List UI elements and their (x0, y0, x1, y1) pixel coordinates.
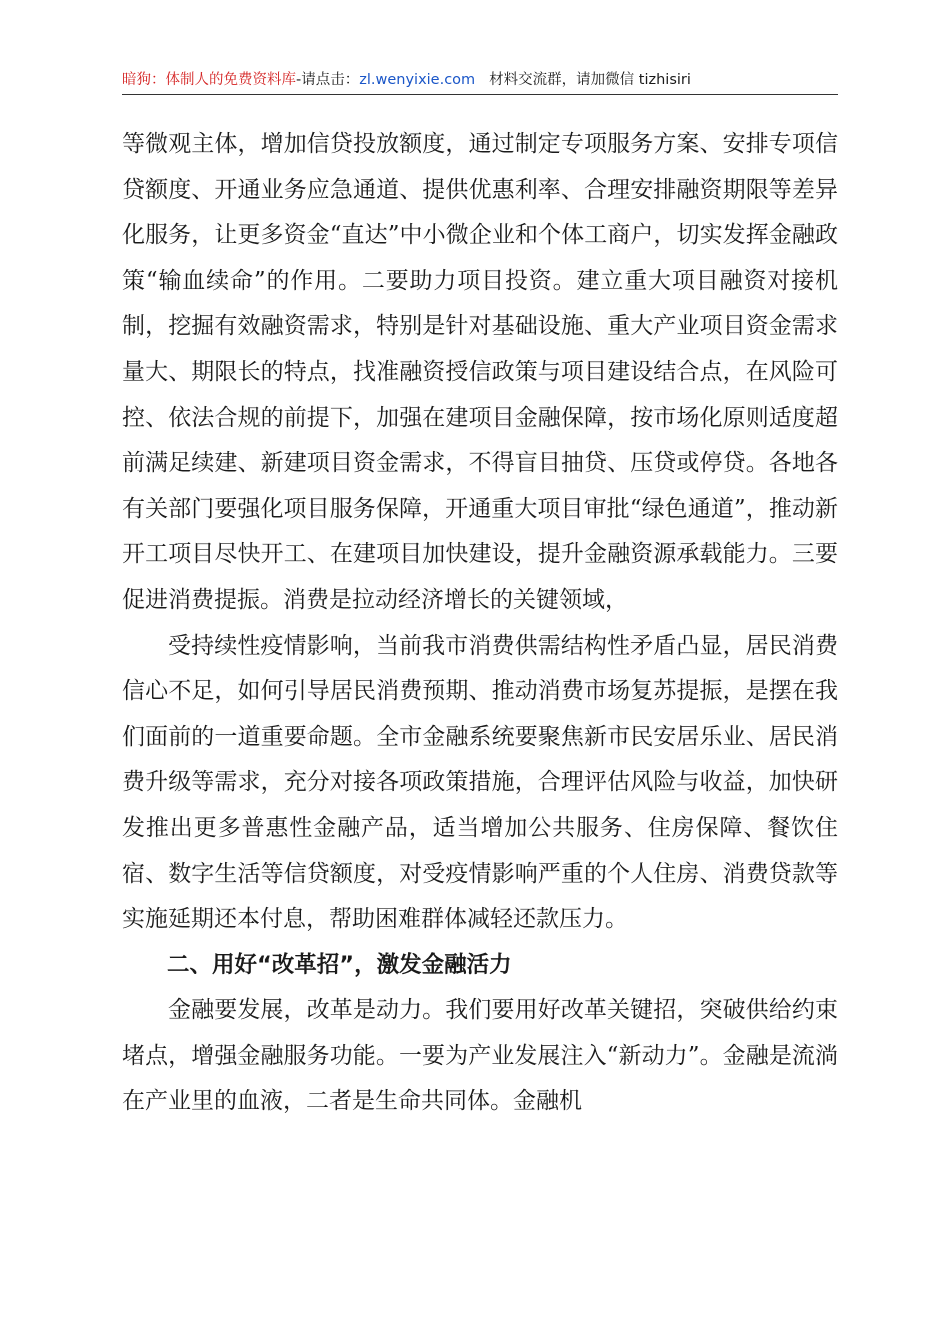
document-body (122, 122, 838, 1125)
paragraph-reform: 金融要发展，改革是动力。我们要用好改革关键招，突破供给约束堵点，增强金融服务功能。一要为产业发展注入“新动力”。金融是流淌在产业里的血液，二者是生命共同体。金融机 (122, 997, 838, 1115)
section-heading: 二、用好“改革招”，激发金融活力 (167, 951, 512, 978)
page-header (122, 66, 838, 95)
paragraph-continuation: 等微观主体，增加信贷投放额度，通过制定专项服务方案、安排专项信贷额度、开通业务应急通道、提供优惠利率、合理安排融资期限等差异化服务，让更多资金“直达”中小微企业和个体工商户，切实发挥金融政策“输血续命”的作用。二要助力项目投资。建立重大项目融资对接机制，挖掘有效融资需求，特别是针对基础设施、重大产业项目资金需求量大、期限长的特点，找准融资授信政策与项目建设结合点，在风险可控、依法合规的前提下，加强在建项目金融保障，按市场化原则适度超前满足续建、新建项目资金需求，不得盲目抽贷、压贷或停贷。各地各有关部门要强化项目服务保障，开通重大项目审批“绿色通道”，推动新开工项目尽快开工、在建项目加快建设，提升金融资源承载能力。三要促进消费提振。消费是拉动经济增长的关键领域， (122, 131, 838, 613)
header-site-name: 暗狗：体制人的免费资料库 (122, 72, 296, 88)
paragraph-consumption: 受持续性疫情影响，当前我市消费供需结构性矛盾凸显，居民消费信心不足，如何引导居民消费预期、推动消费市场复苏提振，是摆在我们面前的一道重要命题。全市金融系统要聚焦新市民安居乐业、居民消费升级等需求，充分对接各项政策措施，合理评估风险与收益，加快研发推出更多普惠性金融产品，适当增加公共服务、住房保障、餐饮住宿、数字生活等信贷额度，对受疫情影响严重的个人住房、消费贷款等实施延期还本付息，帮助困难群体减轻还款压力。 (122, 632, 838, 933)
header-wechat-note: 材料交流群，请加微信 tizhisiri (489, 72, 691, 88)
header-url-link[interactable]: zl.wenyixie.com (359, 72, 476, 88)
header-click-prompt: -请点击： (296, 72, 360, 88)
